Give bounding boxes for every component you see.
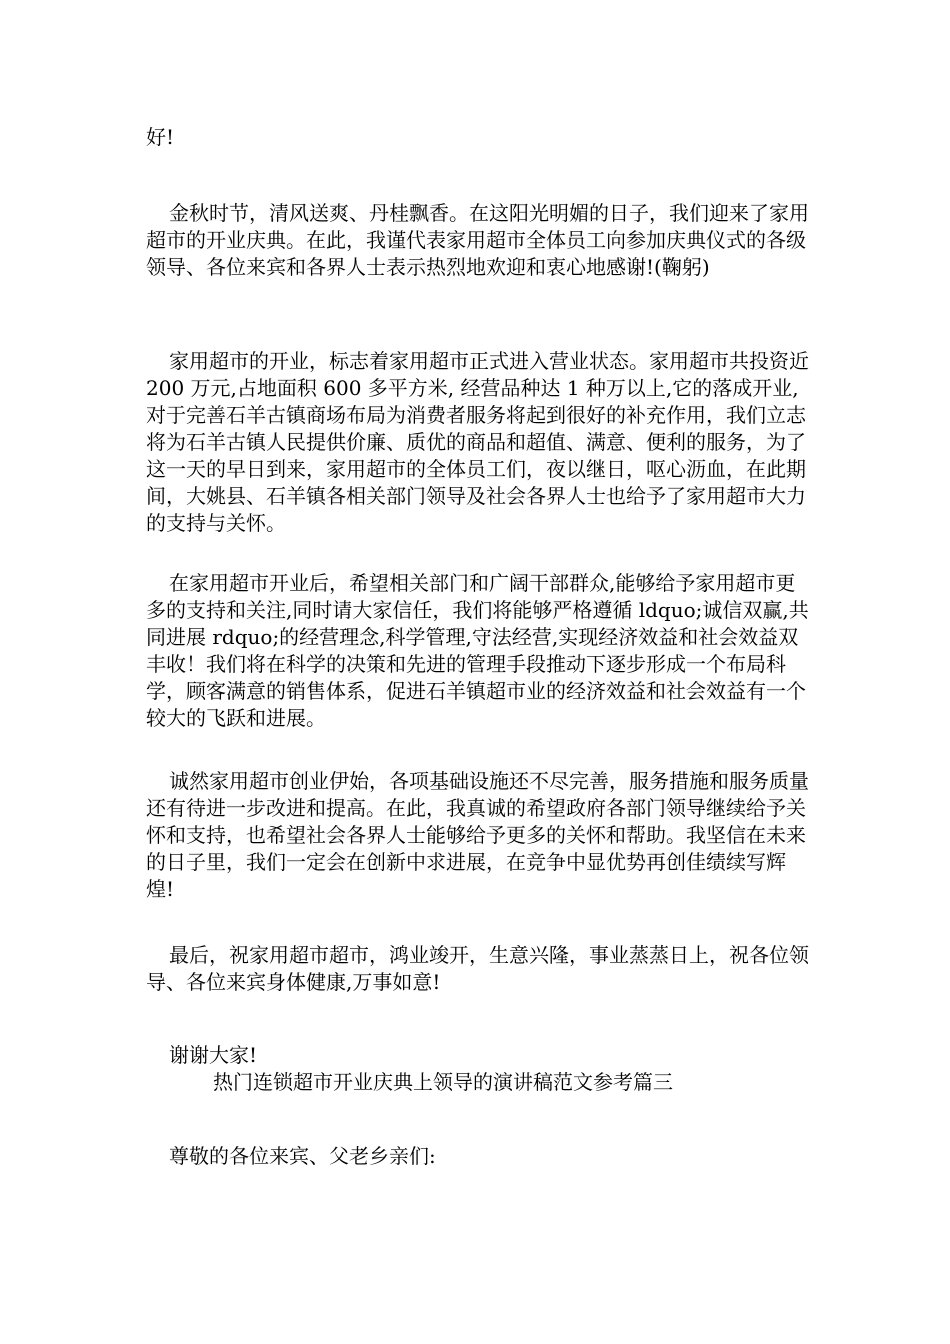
section-title: 热门连锁超市开业庆典上领导的演讲稿范文参考篇三	[213, 1070, 673, 1094]
paragraph-closing-wishes: 最后，祝家用超市超市，鸿业竣开，生意兴隆，事业蒸蒸日上，祝各位领导、各位来宾身体健康,万事如意!	[146, 943, 809, 994]
paragraph-opening: 金秋时节，清风送爽、丹桂飘香。在这阳光明媚的日子，我们迎来了家用超市的开业庆典。在此，我谨代表家用超市全体员工向参加庆典仪式的各级领导、各位来宾和各界人士表示热烈地欢迎和衷心地感谢!(鞠躬)	[146, 201, 809, 279]
paragraph-improvement: 诚然家用超市创业伊始，各项基础设施还不尽完善，服务措施和服务质量还有待进一步改进和提高。在此，我真诚的希望政府各部门领导继续给予关怀和支持，也希望社会各界人士能够给予更多的关怀和帮助。我坚信在未来的日子里，我们一定会在创新中求进展，在竞争中显优势再创佳绩续写辉煌!	[146, 769, 809, 901]
paragraph-hopes: 在家用超市开业后，希望相关部门和广阔干部群众,能够给予家用超市更多的支持和关注,同时请大家信任，我们将能够严格遵循 ldquo;诚信双赢,共同进展 rdquo;的经营理念,科学管理,守法经营,实现经济效益和社会效益双丰收！我们将在科学的决策和先进的管理手段推动下逐步形成一个布局科学，顾客满意的销售体系，促进石羊镇超市业的经济效益和社会效益有一个较大的飞跃和进展。	[146, 571, 809, 730]
paragraph-investment: 家用超市的开业，标志着家用超市正式进入营业状态。家用超市共投资近 200 万元,占地面积 600 多平方米, 经营品种达 1 种万以上,它的落成开业, 对于完善石羊古镇商场布局为消费者服务将起到很好的补充作用，我们立志将为石羊古镇人民提供价廉、质优的商品和超值、满意、便利的服务，为了这一天的早日到来，家用超市的全体员工们，夜以继日，呕心沥血，在此期间，大姚县、石羊镇各相关部门领导及社会各界人士也给予了家用超市大力的支持与关怀。	[146, 349, 809, 535]
fragment-text: 好!	[146, 125, 175, 149]
thanks-line: 谢谢大家!	[169, 1043, 258, 1067]
salutation-line: 尊敬的各位来宾、父老乡亲们:	[169, 1144, 436, 1168]
